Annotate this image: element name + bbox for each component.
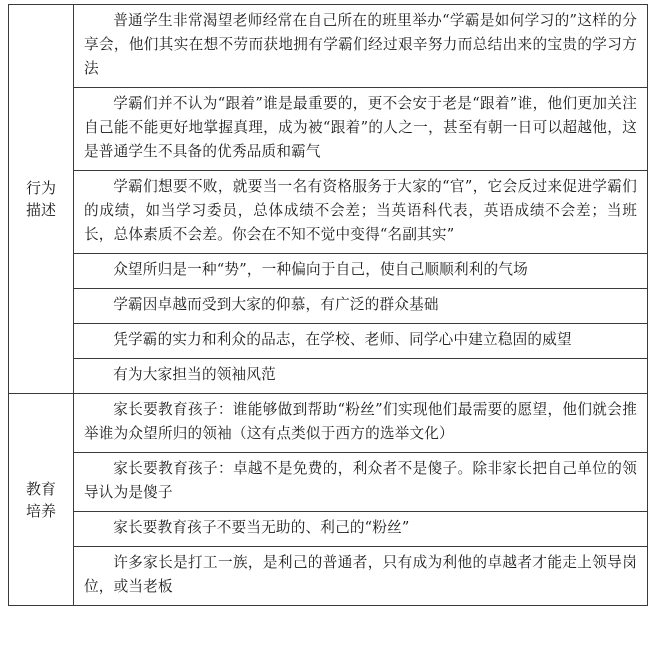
description-cell: 学霸们并不认为“跟着”谁是最重要的，更不会安于老是“跟着”谁，他们更加关注自己能不能更好地掌握真理，成为被“跟着”的人之一，甚至有朝一日可以超越他，这是普通学生不具备的优秀品质和霸气 xyxy=(74,88,648,171)
table-row xyxy=(9,547,648,606)
table-row xyxy=(9,512,648,547)
description-cell: 有为大家担当的领袖风范 xyxy=(74,359,648,394)
description-cell: 家长要教育孩子：卓越不是免费的，利众者不是傻子。除非家长把自己单位的领导认为是傻子 xyxy=(74,453,648,512)
description-cell: 凭学霸的实力和利众的品志，在学校、老师、同学心中建立稳固的威望 xyxy=(74,324,648,359)
description-cell: 学霸因卓越而受到大家的仰慕，有广泛的群众基础 xyxy=(74,289,648,324)
table-row xyxy=(9,324,648,359)
category-label-education: 教育培养 xyxy=(25,479,56,520)
category-cell-behavior xyxy=(9,5,74,394)
table-row xyxy=(9,171,648,254)
description-cell: 学霸们想要不败，就要当一名有资格服务于大家的“官”，它会反过来促进学霸们的成绩，如当学习委员，总体成绩不会差；当英语科代表，英语成绩不会差；当班长，总体素质不会差。你会在不知不觉中变得“名副其实” xyxy=(74,171,648,254)
content-table xyxy=(8,4,648,606)
category-cell-education xyxy=(9,394,74,606)
description-cell: 家长要教育孩子：谁能够做到帮助“粉丝”们实现他们最需要的愿望，他们就会推举谁为众望所归的领袖（这有点类似于西方的选举文化） xyxy=(74,394,648,453)
table-row xyxy=(9,394,648,453)
table-row xyxy=(9,359,648,394)
description-cell: 许多家长是打工一族，是利己的普通者，只有成为利他的卓越者才能走上领导岗位，或当老板 xyxy=(74,547,648,606)
description-cell: 家长要教育孩子不要当无助的、利己的“粉丝” xyxy=(74,512,648,547)
description-cell: 众望所归是一种“势”，一种偏向于自己，使自己顺顺利利的气场 xyxy=(74,254,648,289)
table-row xyxy=(9,453,648,512)
table-row xyxy=(9,5,648,88)
description-cell: 普通学生非常渴望老师经常在自己所在的班里举办“学霸是如何学习的”这样的分享会，他们其实在想不劳而获地拥有学霸们经过艰辛努力而总结出来的宝贵的学习方法 xyxy=(74,5,648,88)
table-row xyxy=(9,88,648,171)
table-row xyxy=(9,254,648,289)
table-row xyxy=(9,289,648,324)
category-label-behavior: 行为描述 xyxy=(25,179,56,219)
